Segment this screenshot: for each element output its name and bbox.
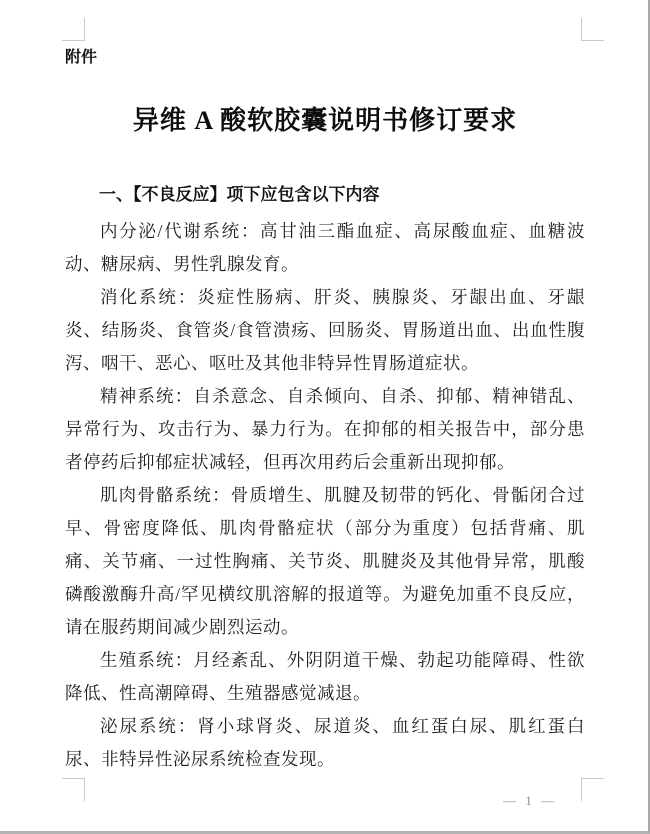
paragraph-reproductive: 生殖系统：月经紊乱、外阴阴道干燥、勃起功能障碍、性欲降低、性高潮障碍、生殖器感觉减退。 — [65, 650, 585, 703]
attachment-label: 附件 — [65, 49, 98, 66]
section-heading: 一、【不良反应】项下应包含以下内容 — [99, 185, 380, 204]
crop-mark-bottom-left — [62, 778, 85, 801]
paragraph-psychiatric: 精神系统：自杀意念、自杀倾向、自杀、抑郁、精神错乱、异常行为、攻击行为、暴力行为。在抑郁的相关报告中，部分患者停药后抑郁症状减轻，但再次用药后会重新出现抑郁。 — [65, 386, 585, 472]
crop-mark-bottom-right — [581, 778, 604, 801]
paragraph-musculoskeletal: 肌肉骨骼系统：骨质增生、肌腱及韧带的钙化、骨骺闭合过早、骨密度降低、肌肉骨骼症状（部分为重度）包括背痛、肌痛、关节痛、一过性胸痛、关节炎、肌腱炎及其他骨异常，肌酸磷酸激酶升高/罕见横纹肌溶解的报道等。为避免加重不良反应，请在服药期间减少剧烈运动。 — [65, 485, 585, 637]
crop-mark-top-left — [62, 18, 85, 41]
document-title: 异维 A 酸软胶囊说明书修订要求 — [132, 106, 518, 135]
paragraph-endocrine: 内分泌/代谢系统：高甘油三酯血症、高尿酸血症、血糖波动、糖尿病、男性乳腺发育。 — [65, 221, 585, 274]
page-number: — 1 — — [503, 793, 557, 808]
crop-mark-top-right — [581, 18, 604, 41]
document-content — [65, 48, 585, 776]
paragraph-urinary: 泌尿系统：肾小球肾炎、尿道炎、血红蛋白尿、肌红蛋白尿、非特异性泌尿系统检查发现。 — [65, 716, 585, 769]
paragraph-digestive: 消化系统：炎症性肠病、肝炎、胰腺炎、牙龈出血、牙龈炎、结肠炎、食管炎/食管溃疡、回肠炎、胃肠道出血、出血性腹泻、咽干、恶心、呕吐及其他非特异性胃肠道症状。 — [65, 287, 585, 373]
